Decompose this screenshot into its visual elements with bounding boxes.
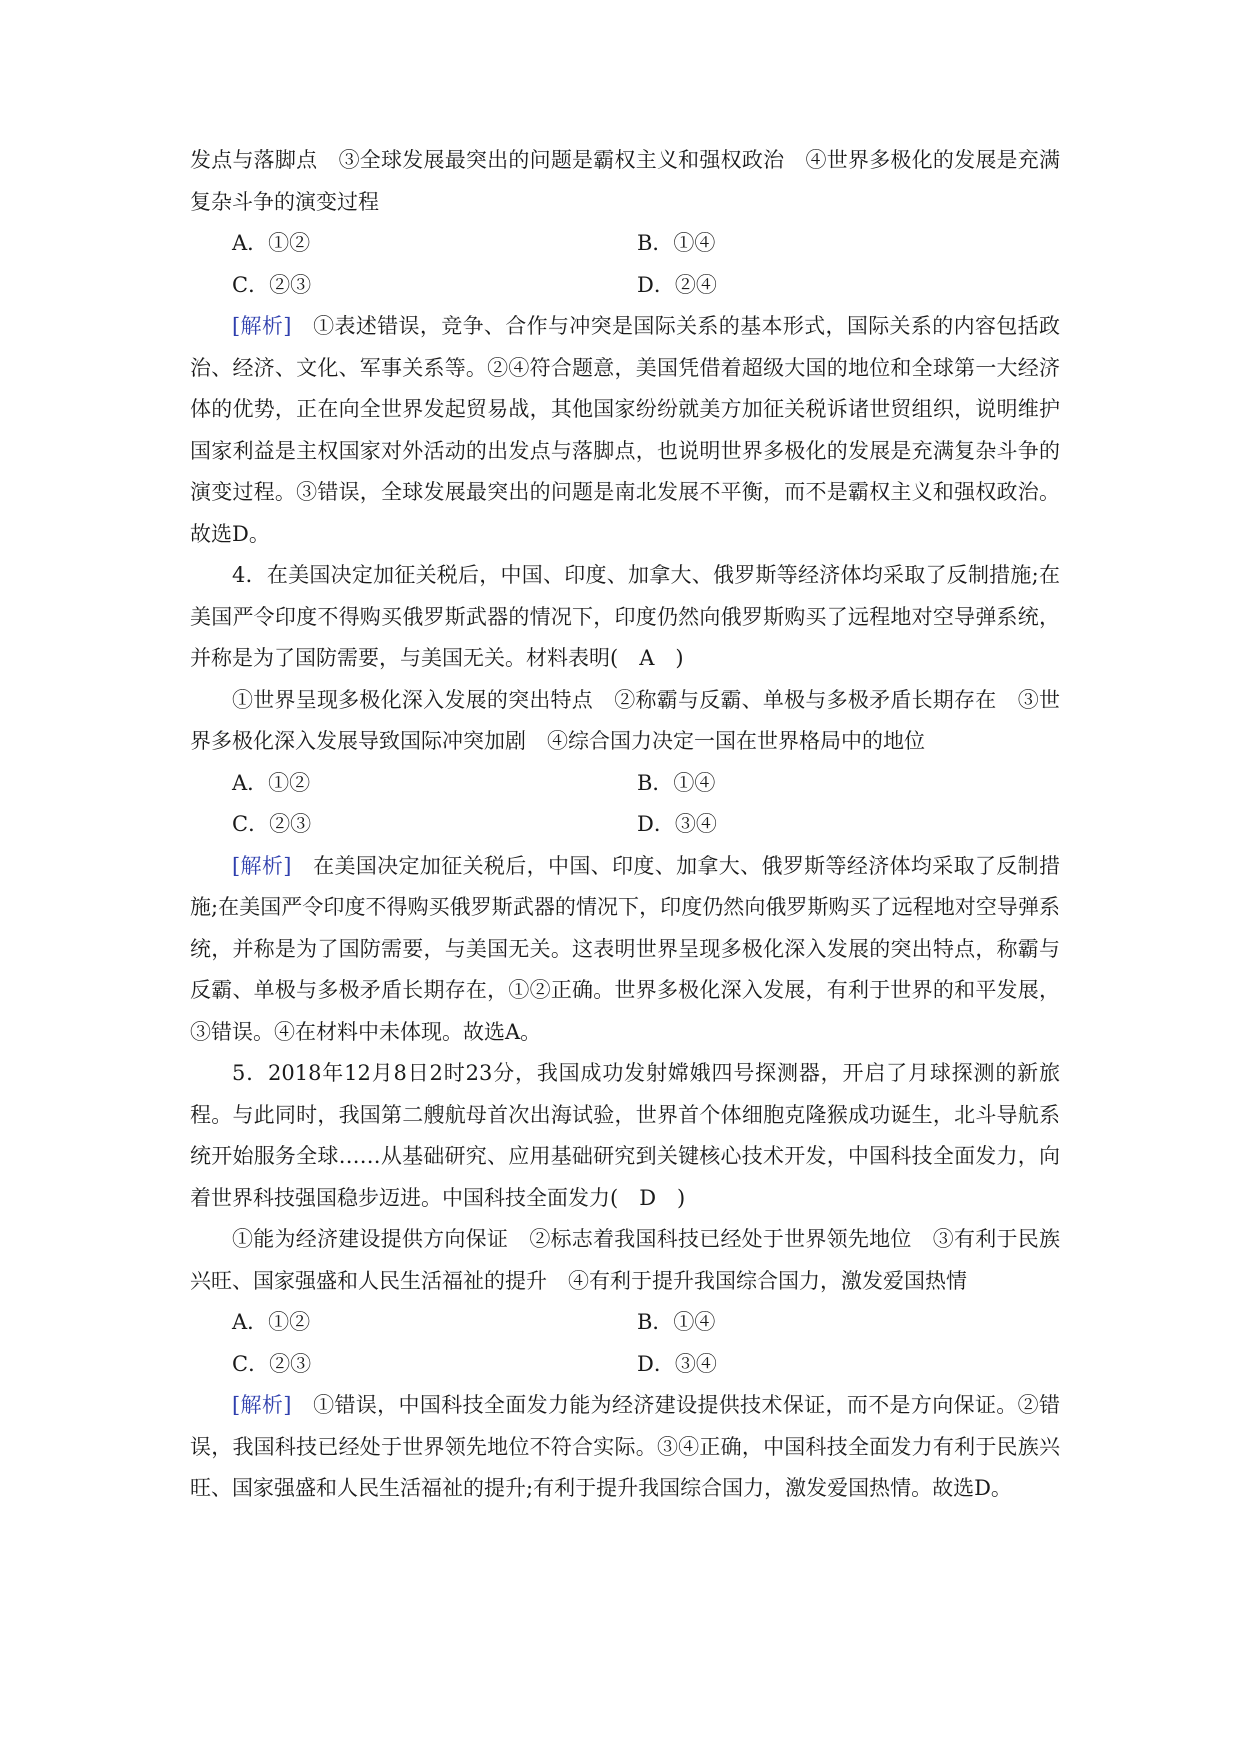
q4-stem: 4．在美国决定加征关税后，中国、印度、加拿大、俄罗斯等经济体均采取了反制措施;在美国严令印度不得购买俄罗斯武器的情况下，印度仍然向俄罗斯购买了远程地对空导弹系统，并称是为了国防需要，与美国无关。材料表明( A ) <box>190 563 1060 670</box>
q5-analysis <box>190 1385 1060 1510</box>
q4-options-row-2 <box>190 804 1060 846</box>
q5-option-b: B．①④ <box>637 1310 716 1334</box>
q3-analysis-tag: [解析] <box>232 314 292 338</box>
q3-option-b: B．①④ <box>637 231 716 255</box>
q4-analysis-tag: [解析] <box>232 853 292 878</box>
q3-analysis <box>190 306 1060 555</box>
q4-option-a: A．①② <box>232 770 311 795</box>
q3-stem-tail: 发点与落脚点 ③全球发展最突出的问题是霸权主义和强权政治 ④世界多极化的发展是充满复杂斗争的演变过程 <box>190 148 1060 214</box>
q5-options-row-1 <box>190 1302 1060 1344</box>
q3-options-row-1 <box>190 223 1060 265</box>
q3-option-a: A．①② <box>232 231 311 255</box>
q3-analysis-text: ①表述错误，竞争、合作与冲突是国际关系的基本形式，国际关系的内容包括政治、经济、文化、军事关系等。②④符合题意，美国凭借着超级大国的地位和全球第一大经济体的优势，正在向全世界发起贸易战，其他国家纷纷就美方加征关税诉诸世贸组织，说明维护国家利益是主权国家对外活动的出发点与落脚点，也说明世界多极化的发展是充满复杂斗争的演变过程。③错误，全球发展最突出的问题是南北发展不平衡，而不是霸权主义和强权政治。故选D。 <box>190 314 1061 546</box>
q5-option-d: D．③④ <box>637 1351 717 1376</box>
q3-options-row-2 <box>190 265 1060 307</box>
q5-analysis-text: ①错误，中国科技全面发力能为经济建设提供技术保证，而不是方向保证。②错误，我国科技已经处于世界领先地位不符合实际。③④正确，中国科技全面发力有利于民族兴旺、国家强盛和人民生活福祉的提升;有利于提升我国综合国力，激发爱国热情。故选D。 <box>190 1393 1061 1500</box>
q3-option-c: C．②③ <box>232 272 312 297</box>
q5-options-row-2 <box>190 1344 1060 1386</box>
q4-analysis <box>190 846 1060 1054</box>
q5-analysis-tag: [解析] <box>232 1393 292 1417</box>
q4-choices: ①世界呈现多极化深入发展的突出特点 ②称霸与反霸、单极与多极矛盾长期存在 ③世界多极化深入发展导致国际冲突加剧 ④综合国力决定一国在世界格局中的地位 <box>190 687 1060 753</box>
q4-option-b: B．①④ <box>637 770 716 795</box>
q5-choices: ①能为经济建设提供方向保证 ②标志着我国科技已经处于世界领先地位 ③有利于民族兴旺、国家强盛和人民生活福祉的提升 ④有利于提升我国综合国力，激发爱国热情 <box>190 1227 1060 1293</box>
q5-option-c: C．②③ <box>232 1351 312 1376</box>
document-page <box>190 140 1060 1510</box>
q3-option-d: D．②④ <box>637 272 717 297</box>
q4-option-c: C．②③ <box>232 812 312 836</box>
q4-analysis-text: 在美国决定加征关税后，中国、印度、加拿大、俄罗斯等经济体均采取了反制措施;在美国严令印度不得购买俄罗斯武器的情况下，印度仍然向俄罗斯购买了远程地对空导弹系统，并称是为了国防需要，与美国无关。这表明世界呈现多极化深入发展的突出特点，称霸与反霸、单极与多极矛盾长期存在，①②正确。世界多极化深入发展，有利于世界的和平发展，③错误。④在材料中未体现。故选A。 <box>190 853 1061 1044</box>
q4-option-d: D．③④ <box>637 812 717 836</box>
q5-stem: 5．2018年12月8日2时23分，我国成功发射嫦娥四号探测器，开启了月球探测的新旅程。与此同时，我国第二艘航母首次出海试验，世界首个体细胞克隆猴成功诞生，北斗导航系统开始服务全球……从基础研究、应用基础研究到关键核心技术开发，中国科技全面发力，向着世界科技强国稳步迈进。中国科技全面发力( D ) <box>190 1061 1060 1210</box>
q4-options-row-1 <box>190 763 1060 805</box>
q5-option-a: A．①② <box>232 1310 311 1334</box>
